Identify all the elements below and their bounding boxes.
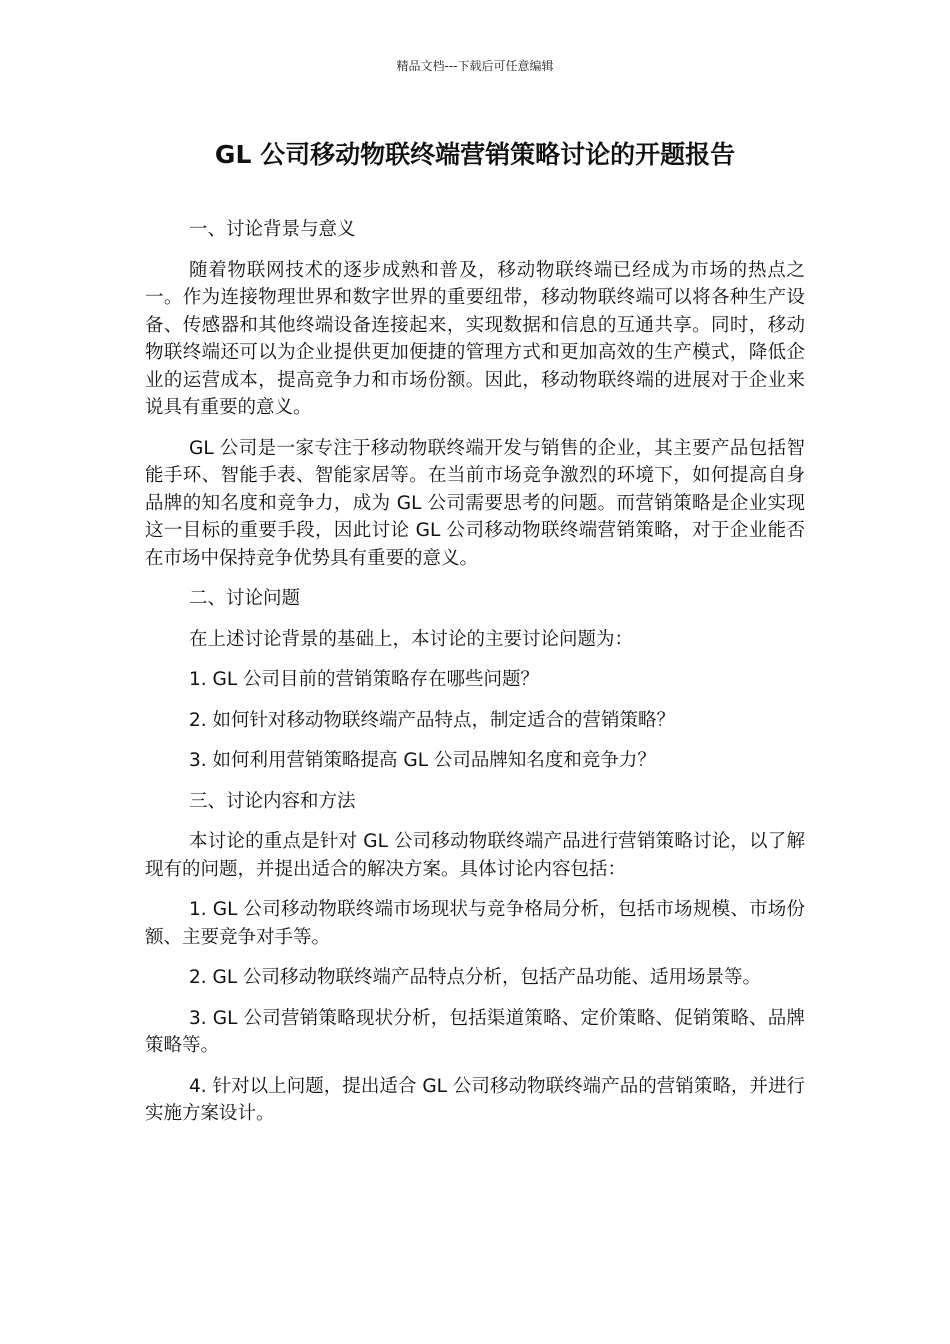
content-item-1: 1. GL 公司移动物联终端市场现状与竞争格局分析，包括市场规模、市场份额、主要竞争对手等。 (145, 899, 805, 948)
content-item-3: 3. GL 公司营销策略现状分析，包括渠道策略、定价策略、促销策略、品牌策略等。 (145, 1007, 805, 1056)
question-item-2: 2. 如何针对移动物联终端产品特点，制定适合的营销策略？ (189, 709, 676, 731)
section-heading-background: 一、讨论背景与意义 (189, 219, 356, 240)
question-item-3: 3. 如何利用营销策略提高 GL 公司品牌知名度和竞争力？ (189, 750, 656, 771)
content-item-4: 4. 针对以上问题，提出适合 GL 公司移动物联终端产品的营销策略，并进行实施方案设计。 (145, 1075, 805, 1124)
document-body (145, 216, 805, 1141)
section-heading-content-methods: 三、讨论内容和方法 (189, 790, 356, 812)
content-item-2: 2. GL 公司移动物联终端产品特点分析，包括产品功能、适用场景等。 (189, 967, 762, 988)
question-item-1: 1. GL 公司目前的营销策略存在哪些问题？ (189, 669, 540, 690)
paragraph-background-2: GL 公司是一家专注于移动物联终端开发与销售的企业，其主要产品包括智能手环、智能手表、智能家居等。在当前市场竞争激烈的环境下，如何提高自身品牌的知名度和竞争力，成为 GL 公司需要思考的问题。而营销策略是企业实现这一目标的重要手段，因此讨论 GL 公司移动物联终端营销策略，对于企业能否在市场中保持竞争优势具有重要的意义。 (145, 437, 805, 569)
paragraph-questions-intro: 在上述讨论背景的基础上，本讨论的主要讨论问题为： (189, 628, 634, 650)
paragraph-background-1: 随着物联网技术的逐步成熟和普及，移动物联终端已经成为市场的热点之一。作为连接物理世界和数字世界的重要纽带，移动物联终端可以将各种生产设备、传感器和其他终端设备连接起来，实现数据和信息的互通共享。同时，移动物联终端还可以为企业提供更加便捷的管理方式和更加高效的生产模式，降低企业的运营成本，提高竞争力和市场份额。因此，移动物联终端的进展对于企业来说具有重要的意义。 (145, 259, 805, 418)
paragraph-content-intro: 本讨论的重点是针对 GL 公司移动物联终端产品进行营销策略讨论，以了解现有的问题，并提出适合的解决方案。具体讨论内容包括： (145, 831, 805, 880)
document-title: GL 公司移动物联终端营销策略讨论的开题报告 (214, 140, 736, 169)
section-heading-questions: 二、讨论问题 (189, 588, 301, 609)
header-note: 精品文档---下载后可任意编辑 (396, 59, 554, 73)
